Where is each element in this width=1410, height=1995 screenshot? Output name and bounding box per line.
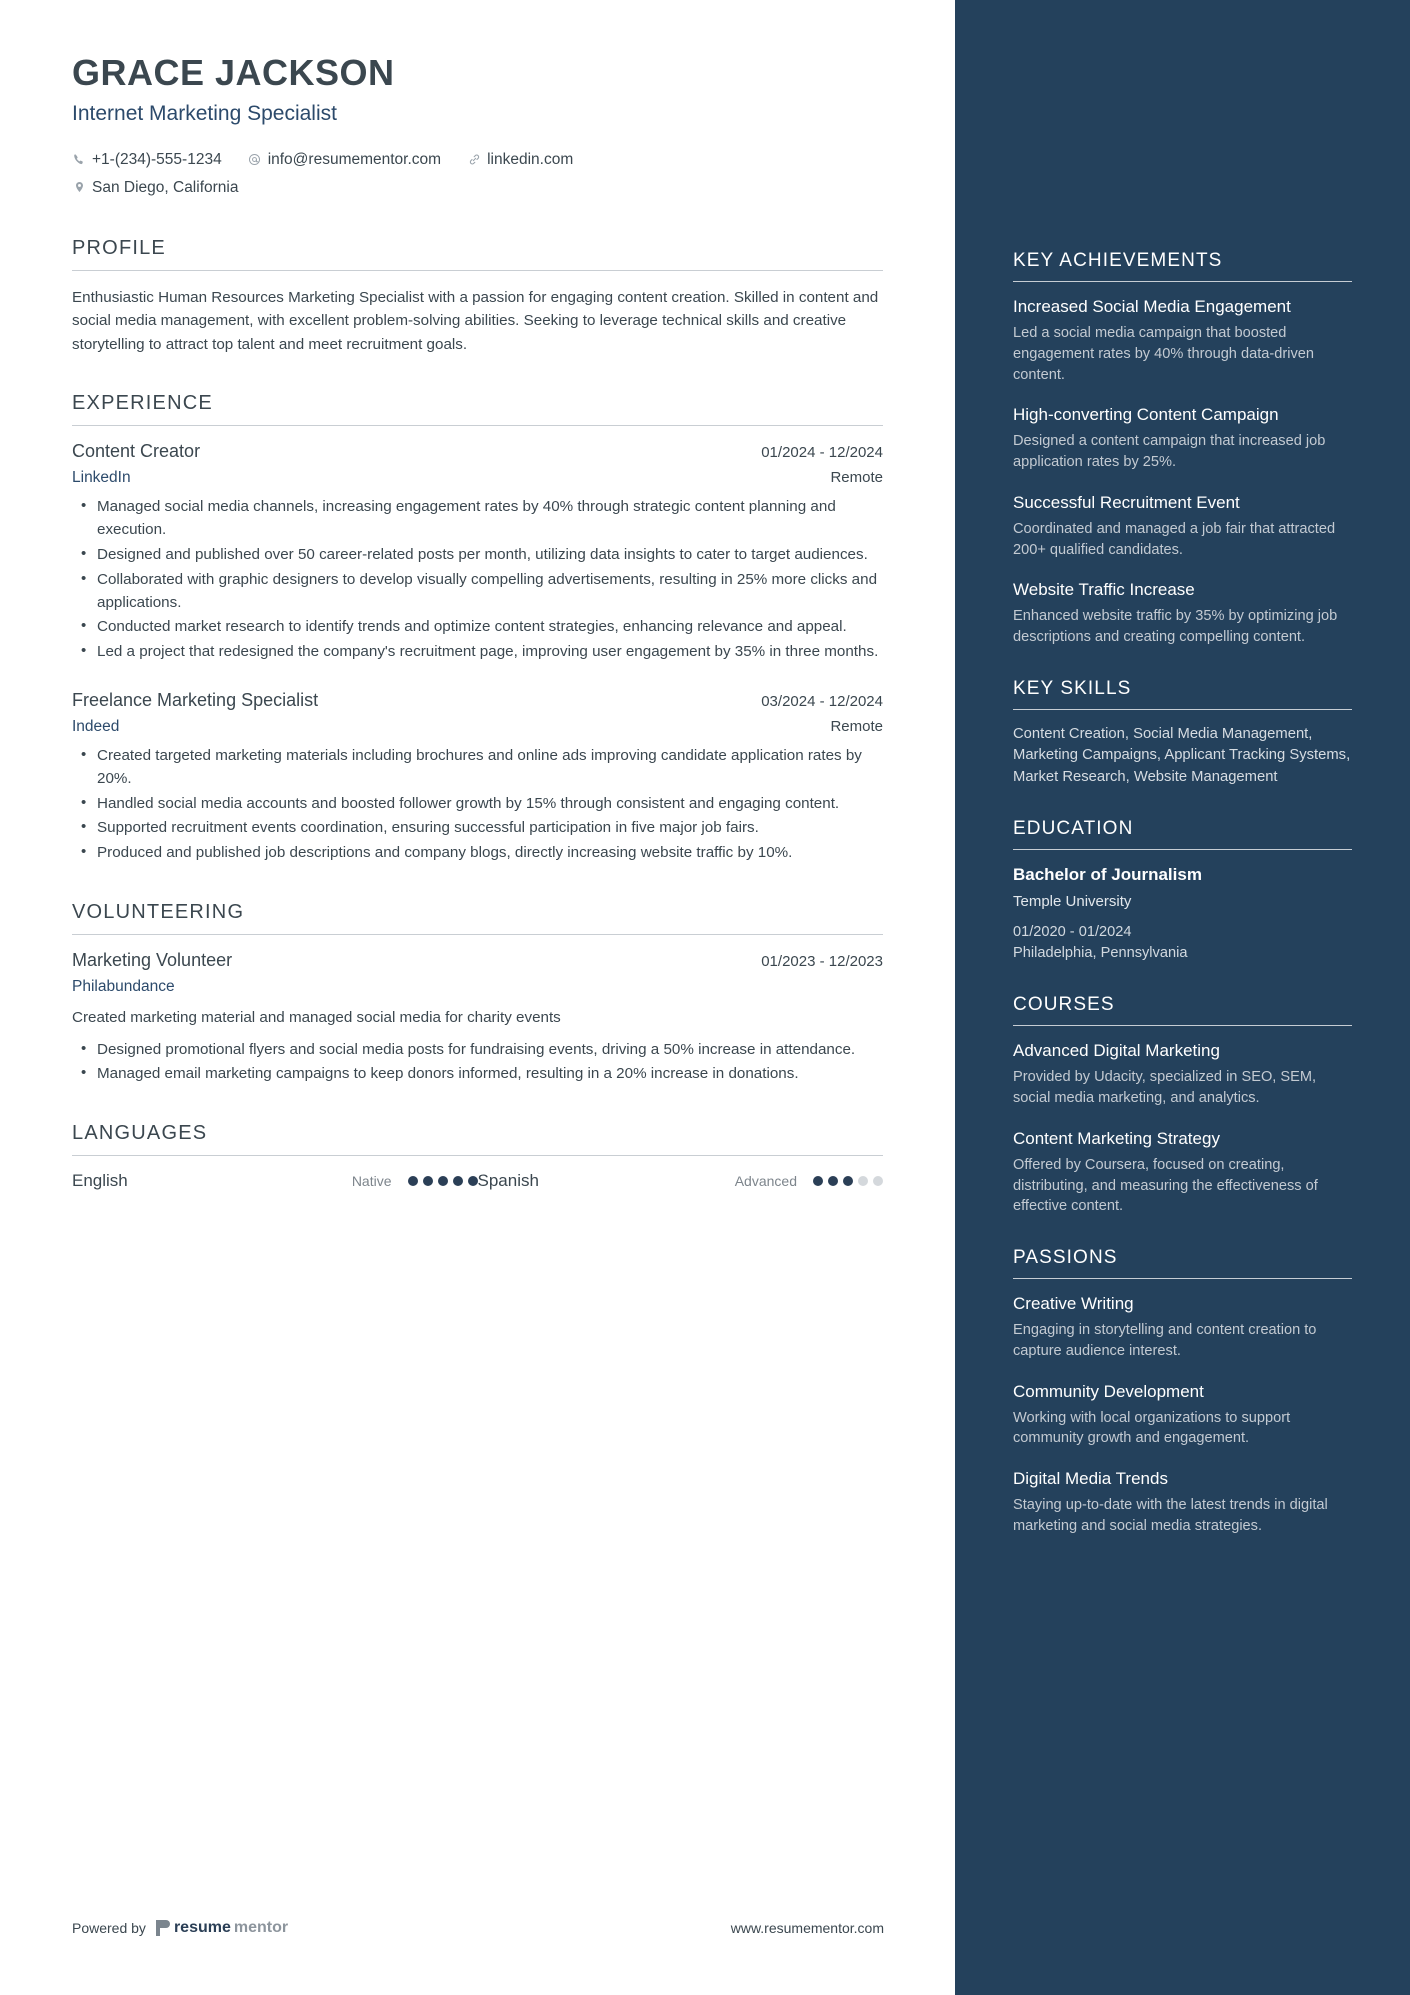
section-volunteering — [72, 901, 883, 1086]
footer-website: www.resumementor.com — [730, 1920, 884, 1936]
entry-company: LinkedIn — [72, 469, 131, 487]
sidebar-section-achievements — [1013, 250, 1352, 648]
course-item — [1013, 1040, 1352, 1109]
powered-by-label: Powered by — [72, 1920, 146, 1936]
language-name: English — [72, 1171, 128, 1191]
passion-text: Engaging in storytelling and content creation to capture audience interest. — [1013, 1322, 1317, 1359]
passion-title: Digital Media Trends — [1013, 1469, 1168, 1489]
language-name: Spanish — [477, 1171, 539, 1191]
passion-title: Creative Writing — [1013, 1294, 1134, 1314]
entry-description: Created marketing material and managed social media for charity events — [72, 1008, 561, 1026]
list-item: • Produced and published job descriptions and company blogs, directly increasing website traffic by 10%. — [72, 842, 883, 865]
logo-mark-icon — [156, 1920, 171, 1936]
job-title: Internet Marketing Specialist — [72, 102, 337, 126]
achievement-text: Led a social media campaign that boosted engagement rates by 40% through data-driven content. — [1013, 325, 1314, 383]
language-item — [478, 1171, 884, 1191]
volunteering-section-title: VOLUNTEERING — [72, 900, 245, 923]
list-item: • Supported recruitment events coordination, ensuring successful participation in five major job fairs. — [72, 817, 883, 840]
experience-section-title: EXPERIENCE — [72, 392, 213, 415]
rating-dot — [468, 1176, 478, 1186]
course-text: Offered by Coursera, focused on creating, distributing, and measuring the effectiveness of effective content. — [1013, 1156, 1318, 1215]
contact-link[interactable] — [467, 146, 573, 173]
sidebar-section-passions — [1013, 1247, 1352, 1537]
passion-item — [1013, 1293, 1352, 1362]
divider — [1013, 709, 1352, 710]
entry-subheader — [72, 469, 883, 487]
language-level: Advanced — [734, 1173, 797, 1190]
sidebar — [955, 0, 1410, 1995]
entry-company: Indeed — [72, 717, 120, 735]
achievement-item — [1013, 492, 1352, 561]
entry-subheader — [72, 718, 883, 736]
sidebar-section-skills — [1013, 678, 1352, 788]
contact-email-text: info@resumementor.com — [267, 151, 442, 169]
achievements-section-title: KEY ACHIEVEMENTS — [1013, 250, 1223, 271]
section-profile — [72, 237, 883, 357]
entry-company: Philabundance — [72, 977, 175, 995]
rating-dot — [813, 1176, 823, 1186]
list-item: • Designed and published over 50 career-related posts per month, utilizing data insights to cater to target audiences. — [72, 544, 883, 567]
entry-role: Content Creator — [72, 441, 201, 462]
entry-dates: 03/2024 - 12/2024 — [761, 692, 883, 710]
contact-info — [72, 146, 883, 200]
language-rating-dots — [408, 1176, 478, 1186]
profile-text: Enthusiastic Human Resources Marketing Specialist with a passion for engaging content creation. Skilled in content and social media management, with excellent problem-solving abilities. Seeking to leverage technical skills and creative storytelling to attract top talent and meet recruitment goals. — [72, 288, 879, 353]
language-level: Native — [351, 1173, 392, 1190]
education-section-title: EDUCATION — [1013, 818, 1134, 840]
entry-role: Marketing Volunteer — [72, 949, 233, 970]
contact-line-primary — [72, 146, 883, 173]
passion-text: Staying up-to-date with the latest trends in digital marketing and social media strategies. — [1013, 1497, 1328, 1534]
entry-location: Remote — [830, 469, 883, 487]
rating-dot — [453, 1176, 463, 1186]
page-footer — [72, 1919, 884, 1937]
contact-line-location — [72, 174, 883, 201]
education-dates: 01/2020 - 01/2024 — [1013, 923, 1132, 940]
education-degree: Bachelor of Journalism — [1013, 865, 1202, 885]
achievement-text: Coordinated and managed a job fair that attracted 200+ qualified candidates. — [1013, 520, 1336, 558]
divider — [1013, 849, 1352, 850]
section-experience — [72, 392, 883, 865]
education-location: Philadelphia, Pennsylvania — [1013, 945, 1188, 962]
achievement-title: High-converting Content Campaign — [1013, 405, 1279, 425]
course-text: Provided by Udacity, specialized in SEO, SEM, social media marketing, and analytics. — [1013, 1069, 1317, 1107]
entry-bullets — [72, 1039, 883, 1087]
language-item — [72, 1171, 478, 1191]
divider — [72, 934, 883, 935]
contact-email[interactable] — [248, 146, 441, 173]
rating-dot — [438, 1176, 448, 1186]
spacer — [1013, 794, 1352, 818]
courses-section-title: COURSES — [1013, 994, 1115, 1016]
entry-header — [72, 950, 883, 971]
passion-item — [1013, 1381, 1352, 1450]
passion-title: Community Development — [1013, 1381, 1204, 1401]
divider — [1013, 1278, 1352, 1279]
skills-section-title: KEY SKILLS — [1013, 677, 1132, 699]
rating-dot — [843, 1176, 853, 1186]
entry-dates: 01/2024 - 12/2024 — [761, 444, 883, 462]
sidebar-section-courses — [1013, 994, 1352, 1217]
section-languages — [72, 1122, 883, 1191]
passion-item — [1013, 1468, 1352, 1537]
achievement-text: Enhanced website traffic by 35% by optimizing job descriptions and creating compelling content. — [1013, 608, 1338, 646]
phone-icon — [72, 153, 86, 167]
entry-header — [72, 690, 883, 711]
divider — [1013, 281, 1352, 282]
passions-section-title: PASSIONS — [1013, 1247, 1118, 1269]
contact-location-text: San Diego, California — [92, 178, 239, 196]
logo-text-bold: resume — [173, 1919, 231, 1936]
language-rating-dots — [813, 1176, 883, 1186]
rating-dot — [423, 1176, 433, 1186]
list-item: • Managed social media channels, increasing engagement rates by 40% through strategic content planning and execution. — [72, 496, 883, 542]
divider — [72, 1155, 883, 1156]
resumementor-logo — [156, 1919, 288, 1937]
divider — [72, 270, 883, 271]
rating-dot-empty — [858, 1176, 868, 1186]
entry-bullets — [72, 496, 883, 664]
page-title: GRACE JACKSON — [72, 52, 395, 93]
list-item: • Led a project that redesigned the company's recruitment page, improving user engagement by 35% in three months. — [72, 641, 883, 664]
contact-link-text: linkedin.com — [487, 151, 574, 169]
spacer — [1013, 1223, 1352, 1247]
list-item: • Managed email marketing campaigns to keep donors informed, resulting in a 20% increase in donations. — [72, 1063, 883, 1086]
education-school: Temple University — [1013, 893, 1132, 911]
entry-subheader — [72, 978, 883, 996]
divider — [72, 425, 883, 426]
passion-text: Working with local organizations to support community growth and engagement. — [1013, 1409, 1291, 1447]
profile-section-title: PROFILE — [72, 236, 166, 259]
rating-dot — [828, 1176, 838, 1186]
link-icon — [467, 153, 481, 167]
logo-text-light: mentor — [233, 1919, 289, 1936]
list-item: • Created targeted marketing materials including brochures and online ads improving candidate application rates by 20%. — [72, 745, 883, 791]
entry-bullets — [72, 745, 883, 865]
list-item: • Collaborated with graphic designers to develop visually compelling advertisements, resulting in 25% more clicks and applications. — [72, 569, 883, 615]
achievement-text: Designed a content campaign that increased job application rates by 25%. — [1013, 433, 1326, 471]
skills-text: Content Creation, Social Media Management, Marketing Campaigns, Applicant Tracking Systems, Market Research, Website Management — [1013, 725, 1351, 785]
course-title: Content Marketing Strategy — [1013, 1128, 1220, 1148]
achievement-title: Website Traffic Increase — [1013, 580, 1195, 600]
achievement-title: Successful Recruitment Event — [1013, 492, 1240, 512]
list-item: • Designed promotional flyers and social media posts for fundraising events, driving a 50% increase in attendance. — [72, 1039, 883, 1062]
entry-role: Freelance Marketing Specialist — [72, 689, 319, 710]
contact-phone[interactable] — [72, 146, 222, 173]
spacer — [1013, 654, 1352, 678]
experience-entry — [72, 441, 883, 664]
entry-location: Remote — [830, 717, 883, 735]
course-item — [1013, 1128, 1352, 1217]
course-title: Advanced Digital Marketing — [1013, 1041, 1220, 1061]
spacer — [1013, 970, 1352, 994]
email-icon — [248, 153, 262, 167]
achievement-item — [1013, 579, 1352, 648]
entry-header — [72, 441, 883, 462]
rating-dot — [408, 1176, 418, 1186]
achievement-title: Increased Social Media Engagement — [1013, 297, 1291, 316]
volunteering-entry — [72, 950, 883, 1086]
experience-entry — [72, 690, 883, 865]
rating-dot-empty — [873, 1176, 883, 1186]
contact-phone-text: +1-(234)-555-1234 — [92, 151, 222, 169]
languages-section-title: LANGUAGES — [72, 1122, 208, 1145]
entry-dates: 01/2023 - 12/2023 — [761, 952, 883, 970]
divider — [1013, 1025, 1352, 1026]
location-pin-icon — [72, 180, 86, 194]
achievement-item — [1013, 404, 1352, 473]
list-item: • Conducted market research to identify trends and optimize content strategies, enhancing relevance and appeal. — [72, 616, 883, 639]
powered-by — [72, 1919, 288, 1937]
contact-location — [72, 174, 238, 201]
sidebar-section-education — [1013, 818, 1352, 964]
achievement-item — [1013, 296, 1352, 385]
list-item: • Handled social media accounts and boosted follower growth by 15% through consistent and engaging content. — [72, 793, 883, 816]
languages-list — [72, 1171, 883, 1191]
